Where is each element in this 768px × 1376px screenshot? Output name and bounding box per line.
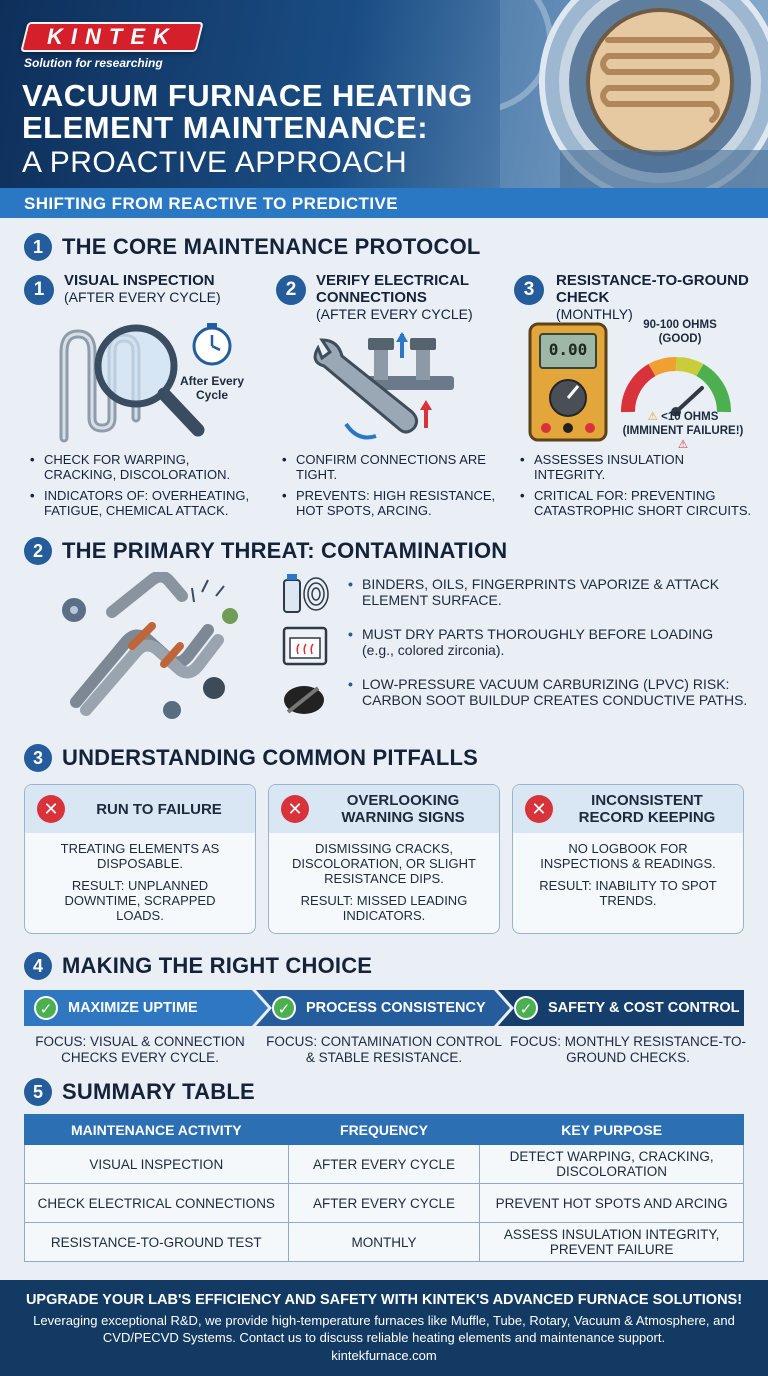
contaminated-element-icon — [52, 572, 252, 722]
card-body — [269, 833, 499, 934]
section-number-3: 3 — [24, 744, 52, 772]
contamination-sources-icons — [278, 572, 332, 722]
choice-focus-2: FOCUS: CONTAMINATION CONTROL & STABLE RESISTANCE. — [266, 1034, 502, 1065]
gauge-good-label: 90-100 OHMS (GOOD) — [643, 319, 717, 345]
bullet: • INDICATORS OF: OVERHEATING, FATIGUE, CHEMICAL ATTACK. — [30, 488, 260, 518]
step-number-1: 1 — [24, 275, 54, 305]
section-number-1: 1 — [24, 233, 52, 261]
warning-icon: ⚠ — [647, 411, 658, 423]
check-icon: ✓ — [34, 996, 58, 1020]
section-title-right-choice: MAKING THE RIGHT CHOICE — [62, 953, 373, 978]
step2-title-text: VERIFY ELECTRICAL CONNECTIONS — [316, 272, 469, 306]
choice-label: SAFETY & COST CONTROL — [548, 1000, 740, 1016]
header-banner — [0, 0, 768, 188]
footer-headline: UPGRADE YOUR LAB'S EFFICIENCY AND SAFETY WITH KINTEK'S ADVANCED FURNACE SOLUTIONS! — [25, 1292, 743, 1308]
column-header: KEY PURPOSE — [480, 1115, 744, 1145]
column-header: MAINTENANCE ACTIVITY — [25, 1115, 289, 1145]
bullet: • CRITICAL FOR: PREVENTING CATASTROPHIC SHORT CIRCUITS. — [520, 488, 756, 518]
card-body — [513, 833, 743, 923]
pitfall-card-warning-signs — [268, 784, 500, 934]
gauge-bad-label — [622, 410, 744, 452]
table-row — [25, 1184, 744, 1223]
card-text: NO LOGBOOK FOR INSPECTIONS & READINGS. — [540, 841, 716, 871]
gauge-bad-text: <10 OHMS (IMMINENT FAILURE!) — [622, 411, 744, 437]
brand-logo: KINTEK — [47, 24, 177, 49]
page-title-line1: VACUUM FURNACE HEATING ELEMENT MAINTENANCE: — [22, 78, 473, 145]
section-number-5: 5 — [24, 1078, 52, 1106]
card-header — [513, 785, 743, 833]
pitfall-card-record-keeping — [512, 784, 744, 934]
section-title-summary: SUMMARY TABLE — [62, 1079, 255, 1104]
step-title-electrical — [316, 272, 496, 323]
table-cell: ASSESS INSULATION INTEGRITY, PREVENT FAILURE — [480, 1223, 744, 1262]
choice-focus-3: FOCUS: MONTHLY RESISTANCE-TO-GROUND CHECKS. — [509, 1034, 747, 1065]
page-subtitle: SHIFTING FROM REACTIVE TO PREDICTIVE — [24, 194, 398, 213]
step1-title-text: VISUAL INSPECTION — [64, 272, 215, 289]
stopwatch-label: After Every Cycle — [179, 374, 245, 402]
card-result: RESULT: INABILITY TO SPOT TRENDS. — [539, 878, 717, 908]
table-row — [25, 1223, 744, 1262]
warning-icon: ⚠ — [677, 439, 689, 451]
choice-safety-cost — [514, 990, 739, 1026]
step-number-2: 2 — [276, 275, 306, 305]
section-number-4: 4 — [24, 952, 52, 980]
bullet: • CONFIRM CONNECTIONS ARE TIGHT. — [282, 452, 512, 482]
column-header: FREQUENCY — [288, 1115, 480, 1145]
error-x-icon: ✕ — [281, 795, 309, 823]
multimeter-reading: 0.00 — [548, 340, 588, 359]
contamination-bullets — [348, 576, 748, 726]
table-cell: AFTER EVERY CYCLE — [288, 1184, 480, 1223]
step2-bullets — [282, 452, 512, 524]
choice-label: PROCESS CONSISTENCY — [306, 1000, 486, 1016]
table-cell: MONTHLY — [288, 1223, 480, 1262]
table-cell: CHECK ELECTRICAL CONNECTIONS — [25, 1184, 289, 1223]
card-header — [269, 785, 499, 833]
card-header — [25, 785, 255, 833]
resistance-gauge-icon — [618, 354, 734, 416]
card-result: RESULT: MISSED LEADING INDICATORS. — [300, 893, 468, 923]
step3-frequency: (MONTHLY) — [556, 306, 633, 322]
section-title-core-protocol: THE CORE MAINTENANCE PROTOCOL — [62, 234, 481, 259]
card-title: RUN TO FAILURE — [96, 800, 222, 818]
check-icon: ✓ — [514, 996, 538, 1020]
page-title-line2: A PROACTIVE APPROACH — [22, 146, 408, 179]
bullet: • BINDERS, OILS, FINGERPRINTS VAPORIZE & ATTACK ELEMENT SURFACE. — [348, 576, 748, 608]
choice-focus-1: FOCUS: VISUAL & CONNECTION CHECKS EVERY CYCLE. — [35, 1034, 245, 1065]
bullet: • LOW-PRESSURE VACUUM CARBURIZING (LPVC) RISK: CARBON SOOT BUILDUP CREATES CONDUCTIVE PATHS. — [348, 676, 748, 708]
bullet: • PREVENTS: HIGH RESISTANCE, HOT SPOTS, ARCING. — [282, 488, 512, 518]
table-cell: DETECT WARPING, CRACKING, DISCOLORATION — [480, 1145, 744, 1184]
wrench-terminal-icon — [308, 332, 458, 444]
bullet: • ASSESSES INSULATION INTEGRITY. — [520, 452, 756, 482]
table-cell: RESISTANCE-TO-GROUND TEST — [25, 1223, 289, 1262]
choice-label: MAXIMIZE UPTIME — [68, 1000, 198, 1016]
table-row — [25, 1145, 744, 1184]
step3-title-text: RESISTANCE-TO-GROUND CHECK — [556, 272, 749, 306]
error-x-icon: ✕ — [37, 795, 65, 823]
step1-bullets — [30, 452, 260, 524]
table-header-row — [25, 1115, 744, 1145]
table-cell: AFTER EVERY CYCLE — [288, 1145, 480, 1184]
section-title-contamination: THE PRIMARY THREAT: CONTAMINATION — [62, 538, 508, 563]
bullet: • MUST DRY PARTS THOROUGHLY BEFORE LOADING (e.g., colored zirconia). — [348, 626, 748, 658]
step-title-resistance — [556, 272, 756, 323]
step2-frequency: (AFTER EVERY CYCLE) — [316, 306, 473, 322]
card-text: DISMISSING CRACKS, DISCOLORATION, OR SLIGHT RESISTANCE DIPS. — [292, 841, 476, 886]
table-cell: PREVENT HOT SPOTS AND ARCING — [480, 1184, 744, 1223]
error-x-icon: ✕ — [525, 795, 553, 823]
footer — [0, 1280, 768, 1376]
table-cell: VISUAL INSPECTION — [25, 1145, 289, 1184]
section-number-2: 2 — [24, 537, 52, 565]
card-result: RESULT: UNPLANNED DOWNTIME, SCRAPPED LOADS. — [64, 878, 216, 923]
step3-bullets — [520, 452, 756, 524]
step-title-visual-inspection — [64, 272, 264, 306]
choice-maximize-uptime — [34, 990, 198, 1026]
card-body — [25, 833, 255, 934]
section-title-pitfalls: UNDERSTANDING COMMON PITFALLS — [62, 745, 479, 770]
bullet: • CHECK FOR WARPING, CRACKING, DISCOLORATION. — [30, 452, 260, 482]
pitfall-card-run-to-failure — [24, 784, 256, 934]
choice-process-consistency — [272, 990, 486, 1026]
step-number-3: 3 — [514, 275, 544, 305]
step1-frequency: (AFTER EVERY CYCLE) — [64, 289, 221, 305]
summary-table — [24, 1114, 744, 1262]
check-icon: ✓ — [272, 996, 296, 1020]
card-text: TREATING ELEMENTS AS DISPOSABLE. — [60, 841, 220, 871]
brand-tagline: Solution for researching — [24, 56, 163, 70]
card-title: OVERLOOKING WARNING SIGNS — [341, 792, 465, 826]
footer-body: Leveraging exceptional R&D, we provide high-temperature furnaces like Muffle, Tube, Rotary, Vacuum & Atmosphere, and CVD/PECVD Systems. Contact us to discuss reliable heating elements and maintenance support. — [33, 1313, 735, 1345]
card-title: INCONSISTENT RECORD KEEPING — [578, 792, 716, 826]
footer-website-link[interactable]: kintekfurnace.com — [331, 1348, 437, 1363]
